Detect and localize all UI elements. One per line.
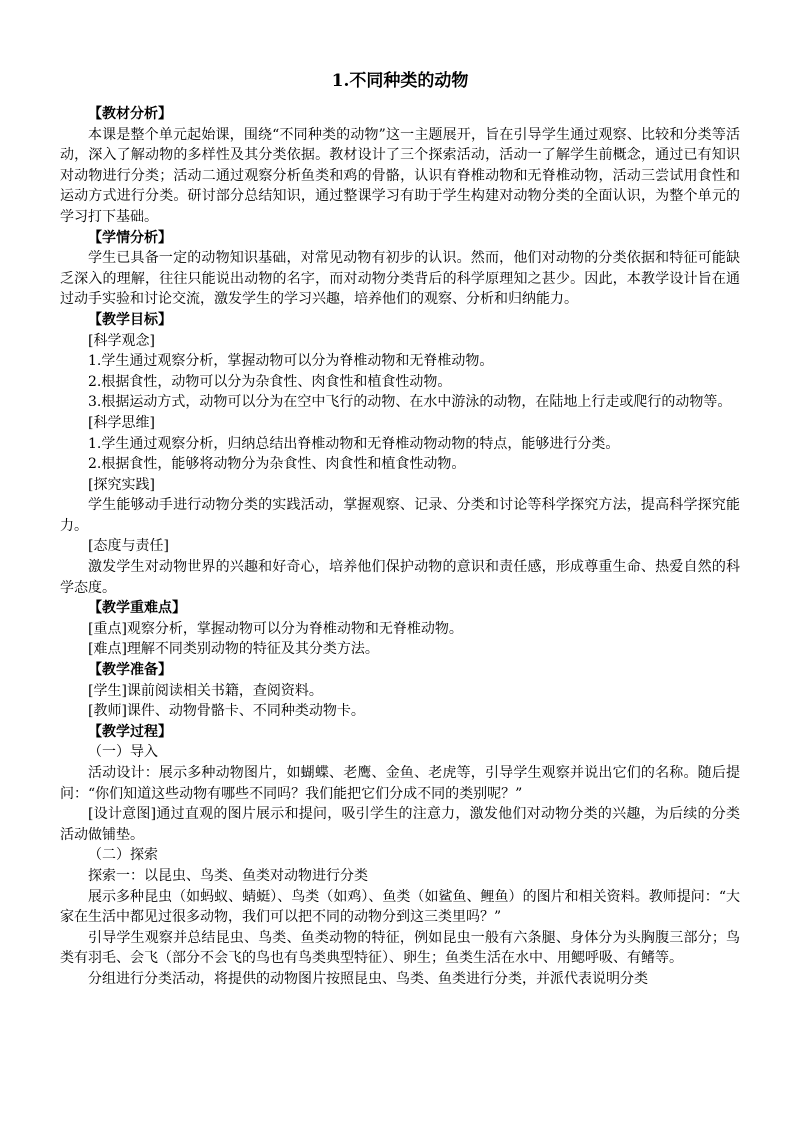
paragraph-group-activity: 分组进行分类活动，将提供的动物图片按照昆虫、鸟类、鱼类进行分类，并派代表说明分类 [88,970,648,987]
paragraph-inquiry-practice: 学生能够动手进行动物分类的实践活动，掌握观察、记录、分类和讨论等科学探究方法，提高科学探究能力。 [60,497,740,534]
list-item: 3.根据运动方式，动物可以分为在空中飞行的动物、在水中游泳的动物，在陆地上行走或爬行的动物等。 [88,394,732,411]
section-heading-preparation: 【教学准备】 [88,662,172,679]
key-point: [重点]观察分析，掌握动物可以分为脊椎动物和无脊椎动物。 [88,620,463,637]
document-page [60,68,740,990]
subheading-science-thinking: [科学思维] [88,414,155,431]
section-heading-textbook-analysis: 【教材分析】 [88,106,172,122]
subsection-exploration: （二）探索 [88,847,158,864]
paragraph-display: 展示多种昆虫（如蚂蚁、蜻蜓）、鸟类（如鸡）、鱼类（如鲨鱼、鲤鱼）的图片和相关资料。教师提问：“大家在生活中都见过很多动物，我们可以把不同的动物分到这三类里吗？” [60,888,740,926]
paragraph-design-intent: [设计意图]通过直观的图片展示和提问，吸引学生的注意力，激发他们对动物分类的兴趣，为后续的分类活动做铺垫。 [60,806,740,843]
list-item: 2.根据食性，能够将动物分为杂食性、肉食性和植食性动物。 [88,456,466,473]
preparation-teacher: [教师]课件、动物骨骼卡、不同种类动物卡。 [88,703,365,720]
difficult-point: [难点]理解不同类别动物的特征及其分类方法。 [88,641,379,658]
section-heading-key-points: 【教学重难点】 [88,600,186,617]
subheading-inquiry-practice: [探究实践] [88,476,155,493]
section-heading-student-analysis: 【学情分析】 [88,229,172,246]
paragraph-guidance: 引导学生观察并总结昆虫、鸟类、鱼类动物的特征，例如昆虫一般有六条腿、身体分为头胸腹三部分；鸟类有羽毛、会飞（部分不会飞的鸟也有鸟类典型特征）、卵生；鱼类生活在水中、用鳃呼吸、有鳍等。 [60,929,740,967]
subheading-attitude: [态度与责任] [88,538,169,555]
paragraph-textbook-analysis: 本课是整个单元起始课，围绕“不同种类的动物”这一主题展开，旨在引导学生通过观察、比较和分类等活动，深入了解动物的多样性及其分类依据。教材设计了三个探索活动，活动一了解学生前概念，通过已有知识对动物进行分类；活动二通过观察分析鱼类和鸡的骨骼，认识有脊椎动物和无脊椎动物，活动三尝试用食性和运动方式进行分类。研讨部分总结知识，通过整课学习有助于学生构建对动物分类的全面认识，为整个单元的学习打下基础。 [60,126,740,225]
paragraph-student-analysis: 学生已具备一定的动物知识基础，对常见动物有初步的认识。然而，他们对动物的分类依据和特征可能缺乏深入的理解，往往只能说出动物的名字，而对动物分类背后的科学原理知之甚少。因此，本教学设计旨在通过动手实验和讨论交流，激发学生的学习兴趣，培养他们的观察、分析和归纳能力。 [60,250,740,308]
list-item: 1.学生通过观察分析，掌握动物可以分为脊椎动物和无脊椎动物。 [88,353,494,370]
page-title: 1.不同种类的动物 [331,71,469,91]
list-item: 2.根据食性，动物可以分为杂食性、肉食性和植食性动物。 [88,373,452,390]
paragraph-attitude: 激发学生对动物世界的兴趣和好奇心，培养他们保护动物的意识和责任感，形成尊重生命、热爱自然的科学态度。 [60,559,740,596]
subheading-science-concepts: [科学观念] [88,332,155,349]
preparation-students: [学生]课前阅读相关书籍，查阅资料。 [88,682,323,699]
section-heading-process: 【教学过程】 [88,723,172,740]
list-item: 1.学生通过观察分析，归纳总结出脊椎动物和无脊椎动物动物的特点，能够进行分类。 [88,435,620,452]
paragraph-activity-design: 活动设计：展示多种动物图片，如蝴蝶、老鹰、金鱼、老虎等，引导学生观察并说出它们的名称。随后提问：“你们知道这些动物有哪些不同吗？我们能把它们分成不同的类别呢？” [60,765,740,802]
section-heading-teaching-goals: 【教学目标】 [88,311,172,328]
subsection-introduction: （一）导入 [88,744,158,761]
exploration-1-title: 探索一：以昆虫、鸟类、鱼类对动物进行分类 [88,867,368,884]
